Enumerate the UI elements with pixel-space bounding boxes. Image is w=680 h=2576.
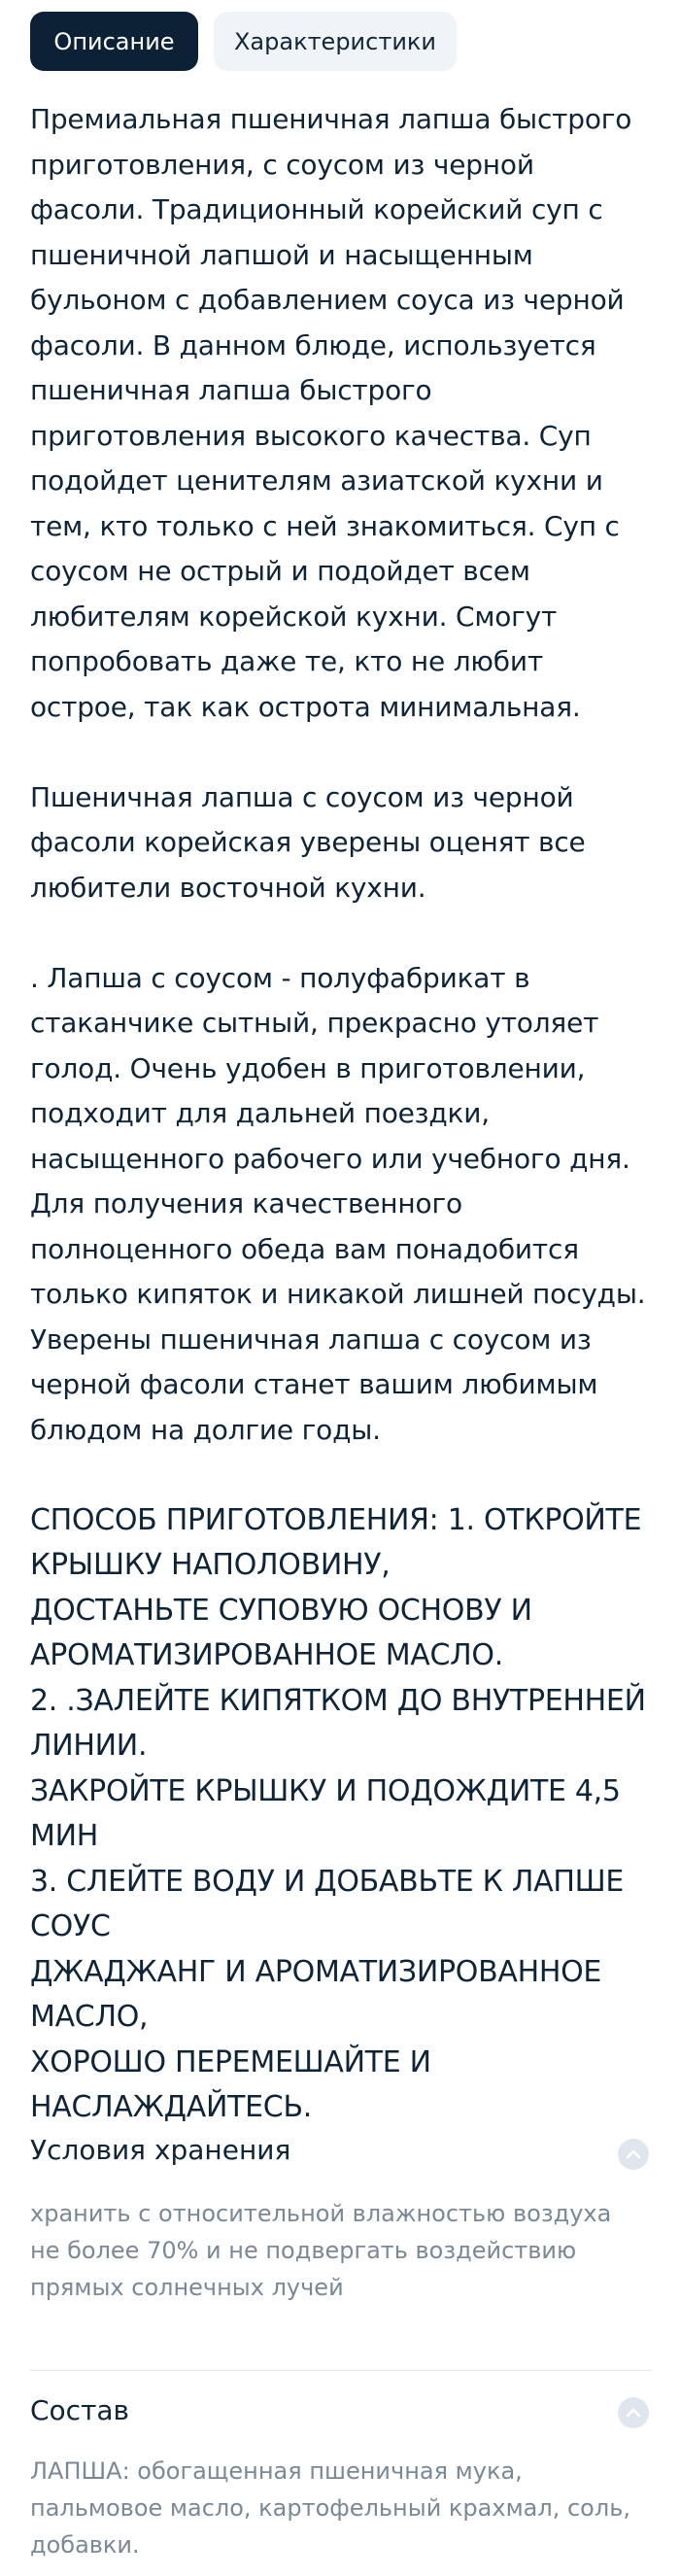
product-description <box>30 97 652 2131</box>
preparation-line: ДОСТАНЬТЕ СУПОВУЮ ОСНОВУ И АРОМАТИЗИРОВАННОЕ МАСЛО. <box>30 1593 532 1672</box>
chevron-up-icon <box>626 2149 641 2159</box>
description-paragraph: Пшеничная лапша с соусом из черной фасоли корейская уверены оценят все любители восточной кухни. <box>30 780 586 904</box>
preparation-line: ДЖАДЖАНГ И АРОМАТИЗИРОВАННОЕ МАСЛО, <box>30 1954 602 2034</box>
storage-text: хранить с относительной влажностью воздуха не более 70% и не подвергать воздействию прямых солнечных лучей <box>30 2200 612 2301</box>
preparation-line: СПОСОБ ПРИГОТОВЛЕНИЯ: 1. ОТКРОЙТЕ КРЫШКУ НАПОЛОВИНУ, <box>30 1502 642 1582</box>
tab-description[interactable]: Описание <box>30 12 198 71</box>
chevron-up-icon[interactable] <box>618 2139 649 2170</box>
storage-title[interactable]: Условия хранения <box>30 2134 291 2166</box>
preparation-line: 3. СЛЕЙТЕ ВОДУ И ДОБАВЬТЕ К ЛАПШЕ СОУС <box>30 1864 625 1943</box>
chevron-up-icon <box>626 2408 641 2418</box>
preparation-line: ЗАКРОЙТЕ КРЫШКУ И ПОДОЖДИТЕ 4,5 МИН <box>30 1773 621 1853</box>
preparation-line: ХОРОШО ПЕРЕМЕШАЙТЕ И НАСЛАЖДАЙТЕСЬ. <box>30 2044 431 2124</box>
tab-specs[interactable]: Характеристики <box>214 12 457 71</box>
composition-title[interactable]: Состав <box>30 2394 130 2426</box>
tabs <box>30 12 457 71</box>
composition-text: ЛАПША: обогащенная пшеничная мука, пальмовое масло, картофельный крахмал, соль, добавки. <box>30 2457 630 2559</box>
description-paragraph: Премиальная пшеничная лапша быстрого приготовления, с соусом из черной фасоли. Традиционный корейский суп с пшеничной лапшой и насыщенным бульоном с добавлением соуса из черной фасоли. В данном блюде, используется пшеничная лапша быстрого приготовления высокого качества. Суп подойдет ценителям азиатской кухни и тем, кто только с ней знакомиться. Суп с соусом не острый и подойдет всем любителям корейской кухни. Смогут попробовать даже те, кто не любит острое, так как острота минимальная. <box>30 103 632 723</box>
divider <box>30 2370 652 2371</box>
description-paragraph: . Лапша с соусом - полуфабрикат в стаканчике сытный, прекрасно утоляет голод. Очень удобен в приготовлении, подходит для дальней поездки, насыщенного рабочего или учебного дня. Для получения качественного полноценного обеда вам понадобится только кипяток и никакой лишней посуды. Уверены пшеничная лапша с соусом из черной фасоли станет вашим любимым блюдом на долгие годы. <box>30 961 646 1446</box>
preparation-line: 2. .ЗАЛЕЙТЕ КИПЯТКОМ ДО ВНУТРЕННЕЙ ЛИНИИ. <box>30 1683 646 1763</box>
chevron-up-icon[interactable] <box>618 2397 649 2428</box>
